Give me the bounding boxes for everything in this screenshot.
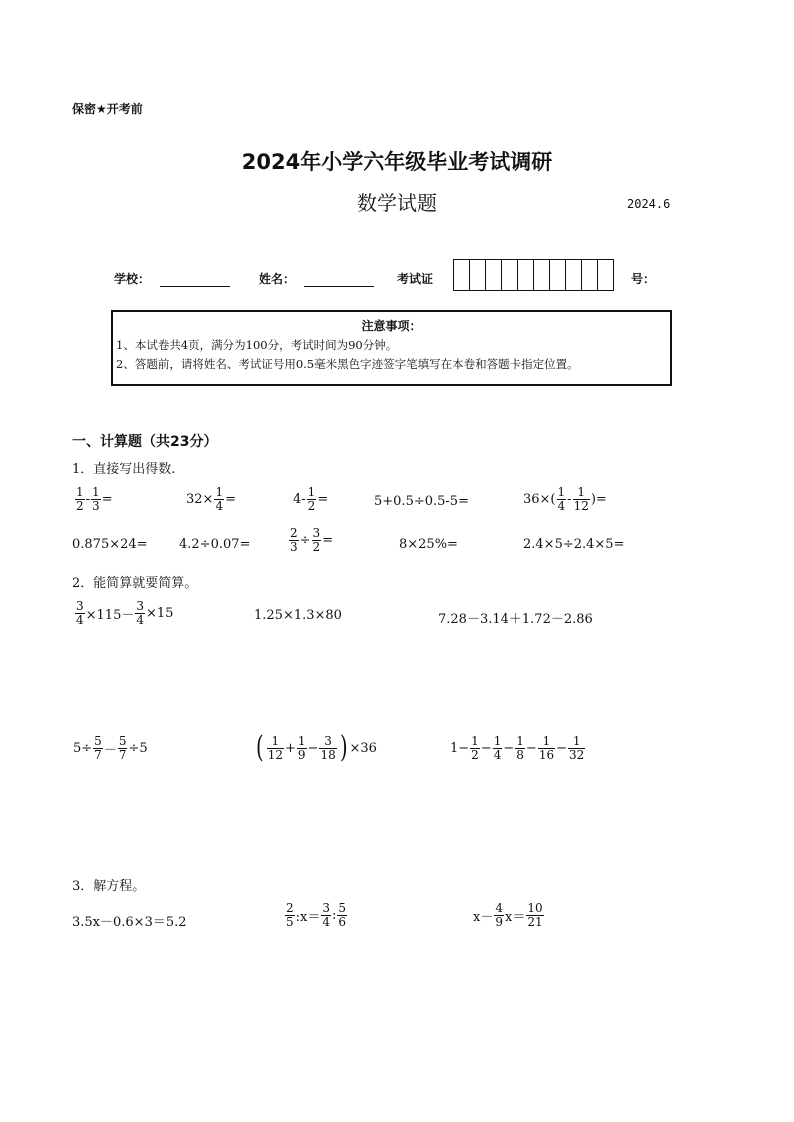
fraction: $\frac{1}{2}$ [471,734,479,762]
q2-e4: 5÷ $\frac{5}{7}$ － $\frac{5}{7}$ ÷5 [73,734,148,762]
exam-id-cell[interactable] [518,260,534,290]
school-field[interactable] [160,272,230,287]
exam-id-label: 考试证 [397,272,434,286]
exam-id-cell[interactable] [486,260,502,290]
q3-e2: $\frac{2}{5}$ :x＝ $\frac{3}{4}$ : $\frac{5}{6}$ [286,901,347,929]
exam-id-cell[interactable] [598,260,613,290]
name-label: 姓名： [259,272,296,286]
notice-line-1: 1、本试卷共4页，满分为100分，考试时间为90分钟。 [116,338,398,352]
q2-title: 2．能简算就要简算。 [72,576,198,591]
q1-r2-e3: $\frac{2}{3}$ ÷ $\frac{3}{2}$ = [290,526,334,554]
q1-r1-e4: 5+0.5÷0.5-5= [374,494,469,509]
fraction: $\frac{1}{4}$ [493,734,502,762]
exam-id-suffix: 号： [631,272,656,286]
q2-e5: ( $\frac{1}{12}$ + $\frac{1}{9}$ − $\frac{3}{18}$ ) ×36 [256,730,377,765]
school-label: 学校： [114,272,151,286]
exam-date: 2024.6 [627,197,671,211]
q1-r1-e2: 32× $\frac{1}{4}$ = [186,485,236,513]
exam-id-cell[interactable] [454,260,470,290]
q3-title: 3．解方程。 [72,879,146,894]
notice-title: 注意事项： [361,319,422,333]
q1-r2-e4: 8×25%= [399,537,458,552]
q1-r1-e3: 4- $\frac{1}{2}$ = [293,485,329,513]
q2-e1: $\frac{3}{4}$ ×115－ $\frac{3}{4}$ ×15 [76,599,174,627]
exam-id-cell[interactable] [534,260,550,290]
q1-r2-e2: 4.2÷0.07= [179,537,251,552]
notice-box [111,310,672,386]
confidential-label: 保密★开考前 [72,102,143,116]
exam-id-cell[interactable] [502,260,518,290]
fraction: $\frac{1}{16}$ [538,734,555,762]
exam-id-cell[interactable] [566,260,582,290]
q1-r2-e1: 0.875×24= [72,537,148,552]
name-field[interactable] [304,272,374,287]
q1-r2-e5: 2.4×5÷2.4×5= [523,537,625,552]
q1-title: 1．直接写出得数. [72,462,176,477]
exam-id-cell[interactable] [550,260,566,290]
notice-line-2: 2、答题前，请将姓名、考试证号用0.5毫米黑色字迹签字笔填写在本卷和答题卡指定位置。 [116,357,579,371]
q3-e1: 3.5x－0.6×3＝5.2 [72,915,187,930]
q3-e3: x－ $\frac{4}{9}$ x＝ $\frac{10}{21}$ [473,901,543,929]
q1-r1-e1: $\frac{1}{2}$ - $\frac{1}{3}$ = [76,485,113,513]
q1-r1-e5: 36×( $\frac{1}{4}$ - $\frac{1}{12}$ )= [523,485,607,513]
exam-id-box[interactable] [453,259,614,291]
q2-e3: 7.28－3.14＋1.72－2.86 [438,612,593,627]
page-subtitle: 数学试题 [357,191,437,215]
q2-e2: 1.25×1.3×80 [254,608,342,623]
page-title: 2024年小学六年级毕业考试调研 [241,150,553,174]
fraction: $\frac{1}{8}$ [516,734,524,762]
q2-e6: 1− $\frac{1}{2}$ − $\frac{1}{4}$ − $\frac{1}{8}$ − $\frac{1}{16}$ − $\frac{1}{32}$ [450,734,585,762]
exam-id-cell[interactable] [470,260,486,290]
section-1-title: 一、计算题（共23分） [72,434,218,450]
exam-id-cell[interactable] [582,260,598,290]
fraction: $\frac{1}{32}$ [569,734,585,762]
